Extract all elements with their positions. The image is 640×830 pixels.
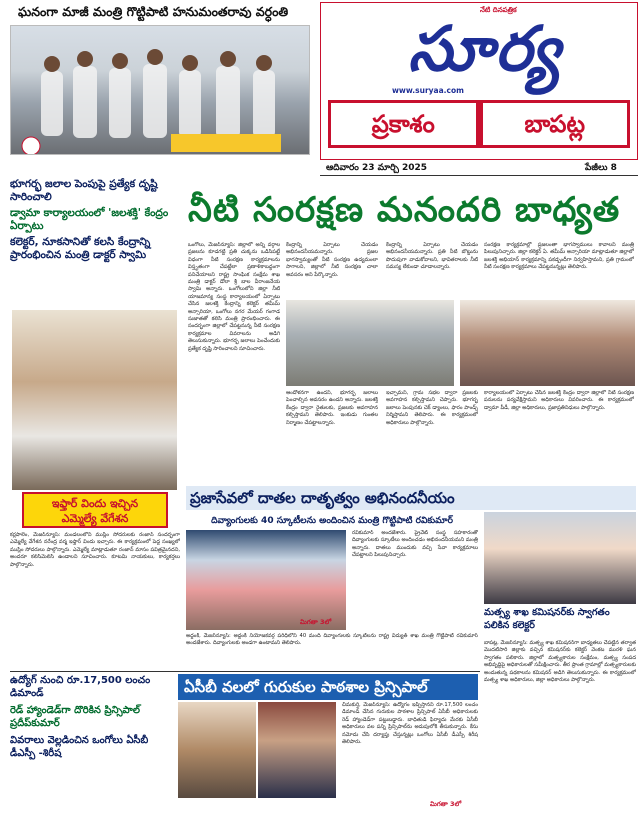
- article-column: రవికుమార్ అందజేశారు. ప్రైవేట్ సంస్థ సహకారంతో దివ్యాంగులకు స్కూటీలు అందించడం అభినందనీయమని మంత్రి అన్నారు. దాతలు ముందుకు వచ్చి సేవా కార్యక్రమాలు చేపట్టాలని పిలుపునిచ్చారు.: [352, 530, 478, 559]
- edition-right: బాపట్ల: [483, 103, 628, 145]
- masthead-url[interactable]: www.suryaa.com: [392, 86, 464, 95]
- edition-left: ప్రకాశం: [331, 103, 476, 145]
- divider: [320, 175, 638, 176]
- side-headline-3: కలెక్టర్, నూకసానితో కలసి కేంద్రాన్ని ప్రారంభించిన మంత్రి డాక్టర్ స్వామి: [10, 236, 151, 261]
- appeal-subheadline: దివ్యాంగులకు 40 స్కూటీలను అందించిన మంత్రి గొట్టిపాటి రవికుమార్: [211, 516, 453, 526]
- photo-principal: [178, 702, 256, 798]
- article-column: ఆందోళనగా ఉందని, భూగర్భ జలాలు పెంచాల్సిన అవసరం ఉందని అన్నారు. జలశక్తి కేంద్రం ద్వారా రైతులకు, ప్రజలకు అవగాహన కల్పిస్తామని తెలిపారు. ఇంకుడు గుంతల నిర్మాణం చేపట్టాలన్నారు.: [286, 390, 378, 426]
- photo-fisheries-commissioner: [484, 512, 636, 604]
- page-count: పేజీలు 8: [585, 163, 617, 173]
- masthead-logo: సూర్య: [407, 12, 563, 85]
- issue-date: ఆదివారం 23 మార్చి 2025: [326, 163, 428, 173]
- continued-note: మిగతా 3లో: [430, 800, 462, 808]
- iftar-caption-line-1: ఇఫ్తార్ విందు ఇచ్చిన: [51, 497, 139, 510]
- article-column: చీమకుర్తి, మేజర్‌న్యూస్: ఉద్యోగం ఇప్పిస్తానని రూ.17,500 లంచం డిమాండ్ చేసిన గురుకుల పాఠశాల ప్రిన్సిపాల్ ఏసీబీ అధికారులకు రెడ్ హ్యాండెడ్‌గా పట్టుబడ్డారు. బాధితుడి ఫిర్యాదు మేరకు ఏసీబీ అధికారులు వల పన్ని ప్రిన్సిపాల్‌ను అదుపులోకి తీసుకున్నారు. కేసు నమోదు చేసి దర్యాప్తు చేస్తున్నట్లు ఒంగోలు ఏసీబీ డీఎస్పీ శిరీష తెలిపారు.: [342, 702, 478, 746]
- masthead-tagline: నేటి దినపత్రిక: [480, 6, 517, 14]
- photo-iftar: [12, 310, 177, 490]
- edition-bar: [328, 100, 630, 148]
- main-headline: నీటి సంరక్షణ మనందరి బాధ్యత: [188, 190, 621, 230]
- acb-side-headline-1: ఉద్యోగ్ నుంచి రూ.17,500 లంచం డిమాండ్: [10, 675, 151, 699]
- acb-side-headline-2: రెడ్ హ్యాండెడ్‌గా దొరికిన ప్రిన్సిపాల్ ప్రదీప్‌కుమార్: [10, 705, 140, 729]
- continued-note: మిగతా 3లో: [300, 618, 332, 626]
- photo-scooty-distribution: [186, 530, 346, 630]
- article-column: కేంద్రాన్ని ఏర్పాటు చేయడం అభినందనీయమన్నారు. ప్రతి నీటి బొట్టును పొదుపుగా వాడుకోవాలని, భావితరాలకు నీటి సమస్య లేకుండా చూడాలన్నారు.: [386, 242, 478, 271]
- edition-separator: [476, 103, 483, 145]
- side-headlines: [10, 178, 182, 288]
- photo-inauguration: [460, 300, 635, 386]
- acb-side-headlines: [10, 674, 170, 824]
- photo-minister-visit: [286, 300, 454, 386]
- photo-acb-dsp: [258, 702, 336, 798]
- article-column: ఇచ్చామని, గ్రామ సభల ద్వారా ప్రజలకు అవగాహన కల్పిస్తామని చెప్పారు. భూగర్భ జలాలు పెంపునకు చెక్ డ్యాంలు, ఫారం పాండ్స్ నిర్మిస్తామని తెలిపారు. ఈ కార్యక్రమంలో అధికారులు పాల్గొన్నారు.: [386, 390, 478, 426]
- article-column: ఒంగోలు, మేజర్‌న్యూస్: జిల్లాలో అన్ని వర్గాల ప్రజలను కూడగట్టి ప్రతి చుక్కను ఒడిసిపట్టే విధంగా నీటి సంరక్షణ కార్యక్రమాలను విస్తృతంగా చేపట్టేలా ప్రణాళికాబద్ధంగా పనిచేయాలని రాష్ట్ర సాంఘిక సంక్షేమ శాఖ మంత్రి డాక్టర్ డోలా శ్రీ బాల వీరాంజనేయ స్వామి అన్నారు. ఒంగోలులోని జిల్లా నీటి యాజమాన్య సంస్థ కార్యాలయంలో ఏర్పాటు చేసిన జలశక్తి కేంద్రాన్ని కలెక్టర్ తమీమ్ అన్సారియా, ఒంగోలు నగర మేయర్ గంగాడ సుజాతతో కలిసి మంత్రి ప్రారంభించారు. ఈ సందర్భంగా జిల్లాలో చేపట్టనున్న నీటి సంరక్షణ కార్యక్రమాల వివరాలను అడిగి తెలుసుకున్నారు. భూగర్భ జలాలు పెంచేందుకు ప్రత్యేక దృష్టి సారించాలని సూచించారు.: [188, 242, 280, 352]
- article-column: కర్లపాలెం, మేజర్‌న్యూస్: మండలంలోని ముస్లిం సోదరులకు రంజాన్ సందర్భంగా ఎమ్మెల్యే వేగేశన నరేంద్ర వర్మ ఇఫ్తార్ విందు ఇచ్చారు. ఈ కార్యక్రమంలో పెద్ద సంఖ్యలో ముస్లిం సోదరులు పాల్గొన్నారు. ఎమ్మెల్యే మాట్లాడుతూ రంజాన్ మాసం పవిత్రమైనదని, అందరూ కలిసిమెలిసి ఉండాలని సూచించారు. కూటమి నాయకులు, కార్యకర్తలు పాల్గొన్నారు.: [10, 532, 180, 568]
- acb-headline: ఏసీబీ వలలో గురుకుల పాఠశాల ప్రిన్సిపాల్: [178, 674, 478, 700]
- fisheries-headline: మత్స్య శాఖ కమిషనర్‌కు స్వాగతం పలికిన కలెక్టర్: [484, 607, 610, 631]
- appeal-headline: ప్రజాసేవలో దాతల దాతృత్వం అభినందనీయం: [186, 486, 636, 510]
- article-column: సంరక్షణ కార్యక్రమాల్లో ప్రజలంతా భాగస్వాములు కావాలని మంత్రి పిలుపునిచ్చారు. జిల్లా కలెక్టర్ ఏ. తమీమ్ అన్సారియా మాట్లాడుతూ జిల్లాలో జలశక్తి అభియాన్ కార్యక్రమాన్ని పకడ్బందీగా నిర్వహిస్తామని, ప్రతి గ్రామంలో నీటి సంరక్షణ కార్యక్రమాలు చేపట్టనున్నట్లు తెలిపారు.: [484, 242, 634, 271]
- acb-side-headline-3: వివరాలు వెల్లడించిన ఒంగోలు ఏసీబీ డీఎస్పీ -శిరీష: [10, 735, 149, 759]
- divider: [10, 671, 480, 672]
- article-column: కార్యాలయంలో ఏర్పాటు చేసిన జలశక్తి కేంద్రం ద్వారా జిల్లాలో నీటి సంరక్షణ పనులను పర్యవేక్షిస్తామని అధికారులు వివరించారు. ఈ కార్యక్రమంలో డ్వామా పీడీ, జిల్లా అధికారులు, ప్రజాప్రతినిధులు పాల్గొన్నారు.: [484, 390, 634, 411]
- side-headline-2: డ్వామా కార్యాలయంలో 'జలశక్తి' కేంద్రం ఏర్పాటు: [10, 207, 169, 232]
- iftar-caption: [22, 492, 168, 528]
- iftar-caption-line-2: ఎమ్మెల్యే వేగేశన: [61, 512, 129, 525]
- article-column: బాపట్ల, మేజర్‌న్యూస్: మత్స్య శాఖ కమిషనర్‌గా బాధ్యతలు చేపట్టిన తర్వాత మొదటిసారి జిల్లాకు వచ్చిన కమిషనర్‌కు కలెక్టర్ వెంకట మురళి ఘన స్వాగతం పలికారు. జిల్లాలో మత్స్యకారుల సంక్షేమం, మత్స్య సంపద అభివృద్ధిపై అధికారులతో సమీక్షించారు. తీర ప్రాంత గ్రామాల్లో మత్స్యకారులకు అందుతున్న పథకాలను కమిషనర్ అడిగి తెలుసుకున్నారు. ఈ కార్యక్రమంలో మత్స్య శాఖ అధికారులు, జిల్లా అధికారులు పాల్గొన్నారు.: [484, 640, 636, 684]
- side-headline-1: భూగర్భ జలాల పెంపుపై ప్రత్యేక దృష్టి సారించాలి: [10, 178, 158, 203]
- photo-anniversary-event: [10, 25, 310, 155]
- article-column: అద్దంకి, మేజర్‌న్యూస్: అద్దంకి నియోజకవర్గ పరిధిలోని 40 మంది దివ్యాంగులకు స్కూటీలను రాష్ట్ర విద్యుత్ శాఖ మంత్రి గొట్టిపాటి రవికుమార్ అందజేశారు. దివ్యాంగులకు అండగా ఉంటామని తెలిపారు.: [186, 633, 478, 647]
- photo-figures: [11, 26, 310, 155]
- top-headline: ఘనంగా మాజీ మంత్రి గొట్టిపాటి హనుమంతరావు వర్ధంతి: [18, 4, 289, 19]
- article-column: కేంద్రాన్ని ఏర్పాటు చేయడం అభినందనీయమన్నారు. ప్రజల భాగస్వామ్యంతో నీటి సంరక్షణ ఉద్యమంలా సాగాలని, జిల్లాలో నీటి సంరక్షణ చాలా అవసరం అని పేర్కొన్నారు.: [286, 242, 378, 278]
